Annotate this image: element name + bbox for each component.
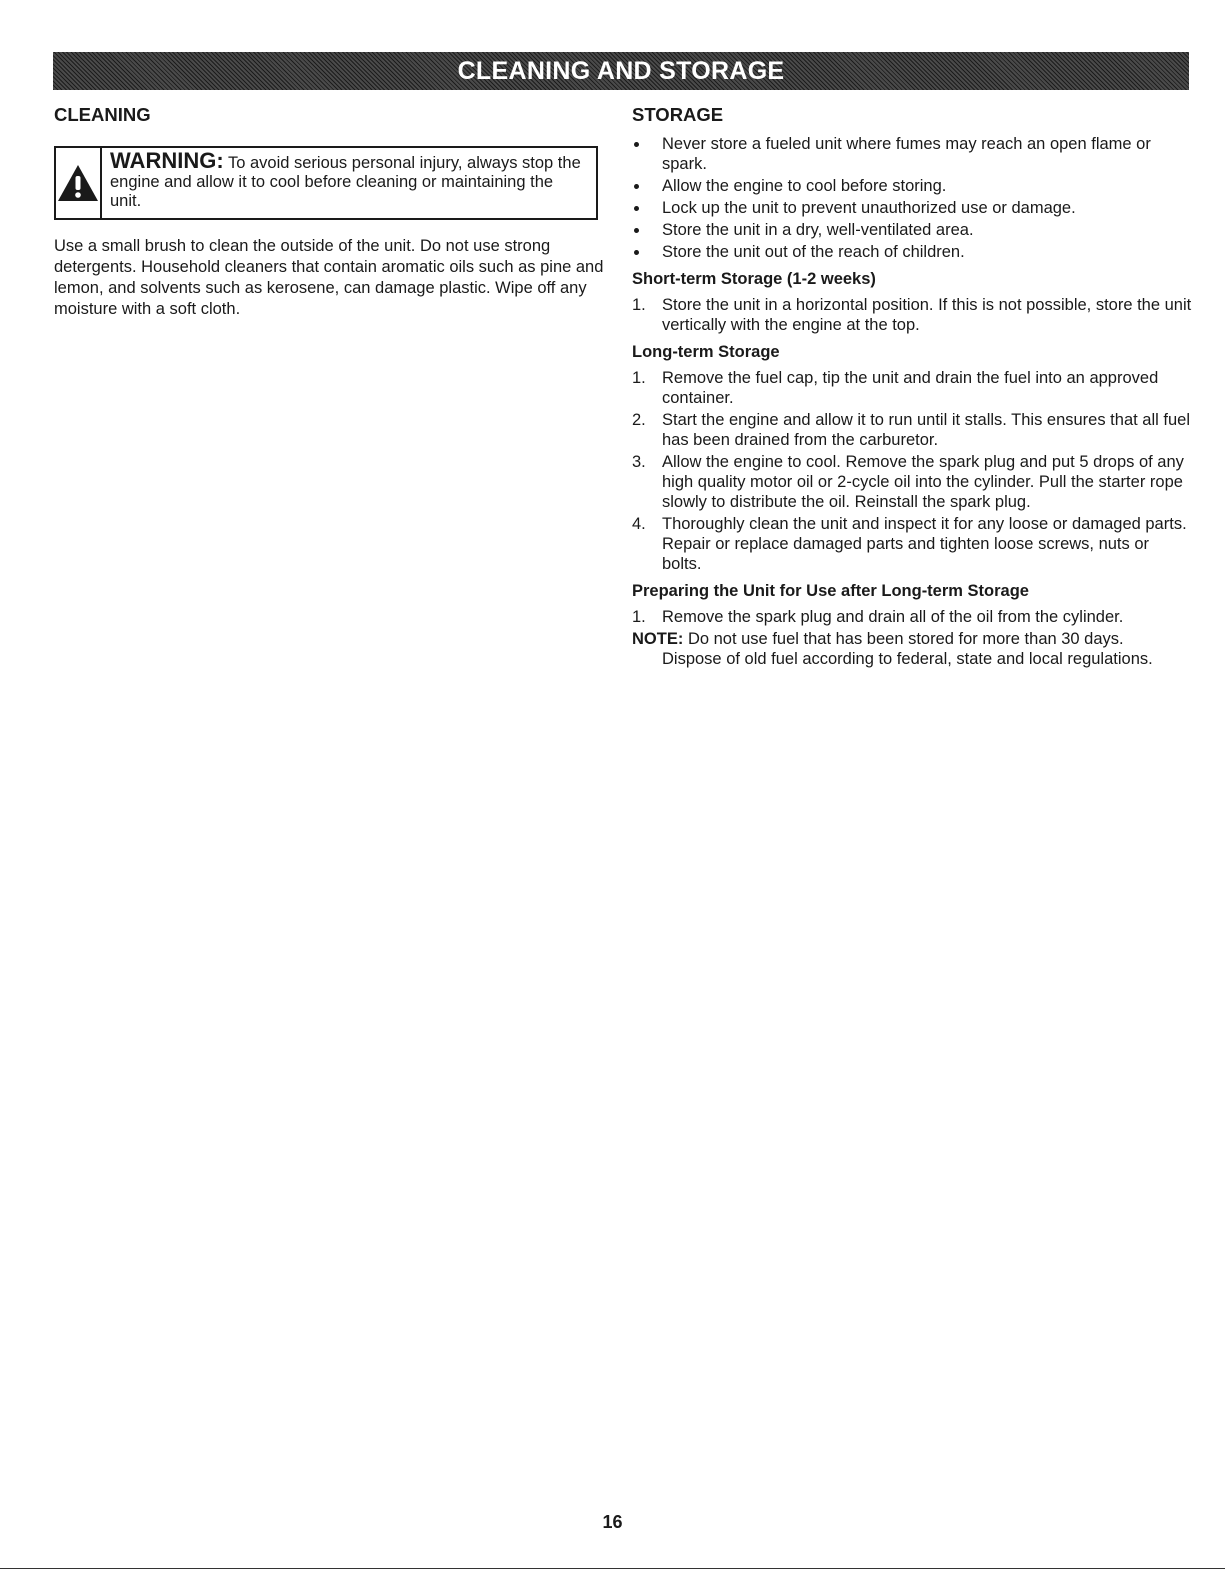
step-number: 1. xyxy=(632,296,646,314)
list-item: 4. Thoroughly clean the unit and inspect it for any loose or damaged parts. Repair or replace damaged parts and tighten loose screws, nuts or bolts. xyxy=(632,515,1187,573)
bullet-icon xyxy=(634,142,639,147)
bottom-divider xyxy=(0,1568,1225,1569)
long-term-heading: Long-term Storage xyxy=(632,343,780,361)
long-term-steps xyxy=(632,368,1192,574)
warning-text xyxy=(102,148,596,218)
storage-note xyxy=(632,629,1192,669)
page-number: 16 xyxy=(602,1512,623,1532)
bullet-icon xyxy=(634,228,639,233)
list-item: 2. Start the engine and allow it to run until it stalls. This ensures that all fuel has been drained from the carburetor. xyxy=(632,411,1190,449)
list-item: 3. Allow the engine to cool. Remove the spark plug and put 5 drops of any high quality motor oil or 2-cycle oil into the cylinder. Pull the starter rope slowly to distribute the oil. Reinstall the spark plug. xyxy=(632,453,1184,511)
cleaning-column xyxy=(54,104,604,320)
list-item: Store the unit out of the reach of children. xyxy=(632,242,1192,262)
bullet-icon xyxy=(634,250,639,255)
warning-message: To avoid serious personal injury, always stop the engine and allow it to cool before cleaning or maintaining the unit. xyxy=(110,154,581,210)
bullet-icon xyxy=(634,206,639,211)
list-item: Allow the engine to cool before storing. xyxy=(632,176,1192,196)
list-item: Lock up the unit to prevent unauthorized use or damage. xyxy=(632,198,1192,218)
cleaning-heading: CLEANING xyxy=(54,104,151,125)
step-number: 3. xyxy=(632,453,646,471)
step-number: 1. xyxy=(632,608,646,626)
cleaning-paragraph: Use a small brush to clean the outside of the unit. Do not use strong detergents. Household cleaners that contain aromatic oils such as pine and lemon, and solvents such as kerosene, can damage plastic. Wipe off any moisture with a soft cloth. xyxy=(54,237,604,318)
preparing-heading: Preparing the Unit for Use after Long-term Storage xyxy=(632,582,1029,600)
storage-column xyxy=(632,104,1192,669)
warning-label: WARNING: xyxy=(110,148,224,173)
section-banner xyxy=(53,52,1189,90)
storage-bullet-list xyxy=(632,134,1192,262)
storage-heading: STORAGE xyxy=(632,104,724,125)
banner-title: CLEANING AND STORAGE xyxy=(457,56,785,85)
list-item: 1. Store the unit in a horizontal position. If this is not possible, store the unit vertically with the engine at the top. xyxy=(632,296,1192,334)
short-term-heading: Short-term Storage (1-2 weeks) xyxy=(632,270,876,288)
warning-triangle-icon xyxy=(56,163,100,203)
note-label: NOTE: xyxy=(632,630,684,648)
list-item: 1. Remove the fuel cap, tip the unit and drain the fuel into an approved container. xyxy=(632,369,1159,407)
step-number: 1. xyxy=(632,369,646,387)
preparing-steps xyxy=(632,607,1192,627)
bullet-icon xyxy=(634,184,639,189)
note-line-1: Do not use fuel that has been stored for more than 30 days. xyxy=(687,630,1124,648)
warning-icon-cell xyxy=(56,148,102,218)
list-item: 1. Remove the spark plug and drain all of the oil from the cylinder. xyxy=(632,608,1124,626)
step-number: 2. xyxy=(632,411,646,429)
warning-box xyxy=(54,146,598,220)
list-item: Store the unit in a dry, well-ventilated area. xyxy=(632,220,1192,240)
list-item: Never store a fueled unit where fumes may reach an open flame or spark. xyxy=(632,134,1192,174)
short-term-steps xyxy=(632,295,1192,335)
note-line-2: Dispose of old fuel according to federal, state and local regulations. xyxy=(662,650,1153,668)
step-number: 4. xyxy=(632,515,646,533)
